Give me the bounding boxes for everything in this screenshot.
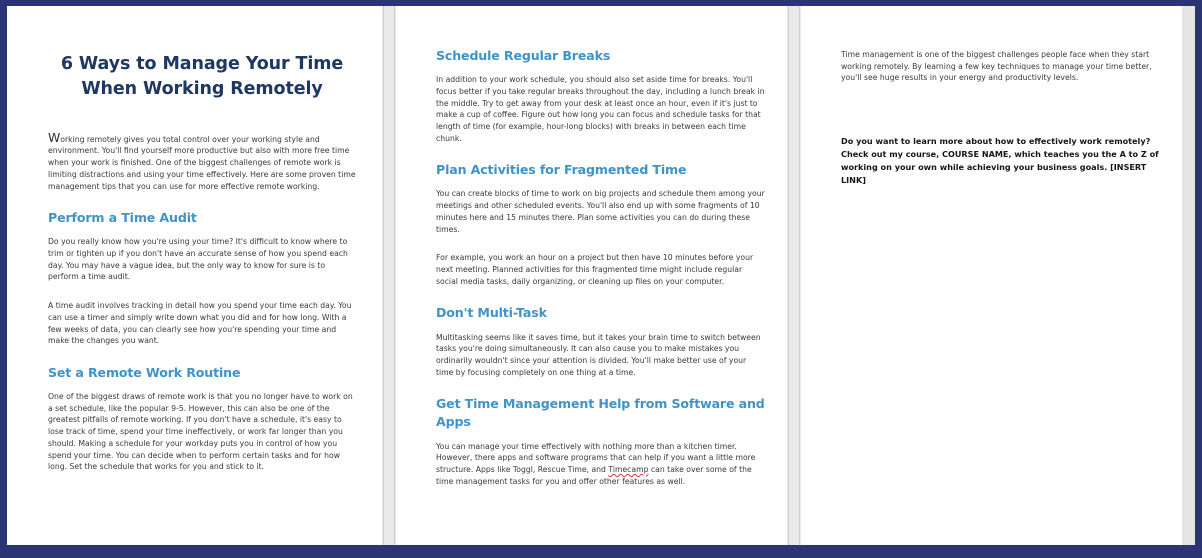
pages-strip: [7, 6, 1195, 545]
heading-time-management-software-apps: Get Time Management Help from Software and Apps: [436, 396, 765, 430]
document-page-3[interactable]: [801, 6, 1182, 545]
paragraph-time-audit-2: A time audit involves tracking in detail how you spend your time each day. You can use a timer and simply write down what you did and for how long. With a few weeks of data, you can clearly see how you're spending your time and make the changes you want.: [48, 301, 352, 346]
heading-dont-multi-task: Don't Multi-Task: [436, 305, 547, 321]
document-page-2[interactable]: [396, 6, 787, 545]
paragraph-closing: Time management is one of the biggest challenges people face when they start working remotely. By learning a few key techniques to manage your time better, you'll see huge results in your energy and productivity levels.: [841, 50, 1152, 83]
intro-paragraph: [48, 129, 356, 193]
page-gutter-1: [382, 6, 396, 545]
heading-plan-activities-fragmented-time: Plan Activities for Fragmented Time: [436, 162, 687, 178]
page-2-content: [396, 6, 787, 487]
paragraph-time-audit-1: Do you really know how you're using your time? It's difficult to know where to trim or tighten up if you don't have an accurate sense of how you spend each day. You may have a vague idea, but the only way to know for sure is to perform a time audit.: [48, 237, 348, 282]
page-gutter-2: [787, 6, 801, 545]
cta-spacer: [841, 101, 1160, 135]
paragraph-software-apps-part-2: can take over some of the time management tasks for you and offer other features as well.: [436, 464, 752, 486]
document-page-1[interactable]: [7, 6, 382, 545]
paragraph-schedule-breaks-1: In addition to your work schedule, you should also set aside time for breaks. You'll focus better if you take regular breaks throughout the day, including a lunch break in the middle. Try to get away from your desk at least once an hour, even if it's just to make a cup of coffee. Figure out how long you can focus and schedule tasks for that length of time (for example, hour-long blocks) with breaks in between each time chunk.: [436, 75, 765, 143]
paragraph-call-to-action: Do you want to learn more about how to effectively work remotely? Check out my course, COURSE NAME, which teaches you the A to Z of working on your own while achieving your business goals. [INSERT LINK]: [841, 136, 1159, 186]
page-title: [48, 52, 356, 102]
intro-dropcap: W: [48, 129, 61, 145]
heading-schedule-regular-breaks: Schedule Regular Breaks: [436, 48, 611, 63]
misspelled-word-timecamp[interactable]: Timecamp: [608, 464, 649, 474]
paragraph-fragmented-time-2: For example, you work an hour on a project but then have 10 minutes before your next meeting. Planned activities for this fragmented time might include regular social media tasks, daily organizing, or cleaning up files on your computer.: [436, 253, 754, 286]
intro-paragraph-text: orking remotely gives you total control over your working style and environment. You'll find yourself more productive but also with more free time when your work is finished. One of the biggest challenges of remote work is limiting distractions and using your time effectively. Here are some proven time management tips that you can use for more effective remote working.: [48, 134, 356, 191]
paragraph-fragmented-time-1: You can create blocks of time to work on big projects and schedule them among your meetings and other scheduled events. You'll also end up with some fragments of 10 minutes here and 15 minutes there. Plan some activities you can do during these times.: [436, 189, 765, 234]
paragraph-software-apps-part-1: You can manage your time effectively with nothing more than a kitchen timer. However, there apps and software programs that can help if you want a little more structure. Apps like Toggl, Rescue Time, and: [436, 441, 756, 474]
page-1-content: [7, 6, 382, 473]
heading-perform-a-time-audit: Perform a Time Audit: [48, 210, 197, 226]
paragraph-multi-task-1: Multitasking seems like it saves time, but it takes your brain time to switch between tasks you're doing simultaneously. It can also cause you to make mistakes you ordinarily wouldn't since your attention is divided. You'll make better use of your time by focusing completely on one thing at a time.: [436, 332, 761, 377]
page-title-line-1: 6 Ways to Manage Your Time: [60, 54, 344, 74]
page-title-line-2: When Working Remotely: [81, 78, 323, 99]
heading-set-a-remote-work-routine: Set a Remote Work Routine: [48, 364, 241, 380]
page-3-content: [801, 6, 1182, 188]
paragraph-software-apps-1: [436, 441, 765, 488]
paragraph-remote-work-routine-1: One of the biggest draws of remote work is that you no longer have to work on a set schedule, like the popular 9-5. However, this can also be one of the greatest pitfalls of remote working. If you don't have a schedule, it's easy to lose track of time, spend your time ineffectively, or work far longer than you should. Making a schedule for your workday puts you in control of how you spend your time. You can decide when to perform certain tasks and for how long. Set the schedule that works for you and stick to it.: [48, 392, 353, 472]
